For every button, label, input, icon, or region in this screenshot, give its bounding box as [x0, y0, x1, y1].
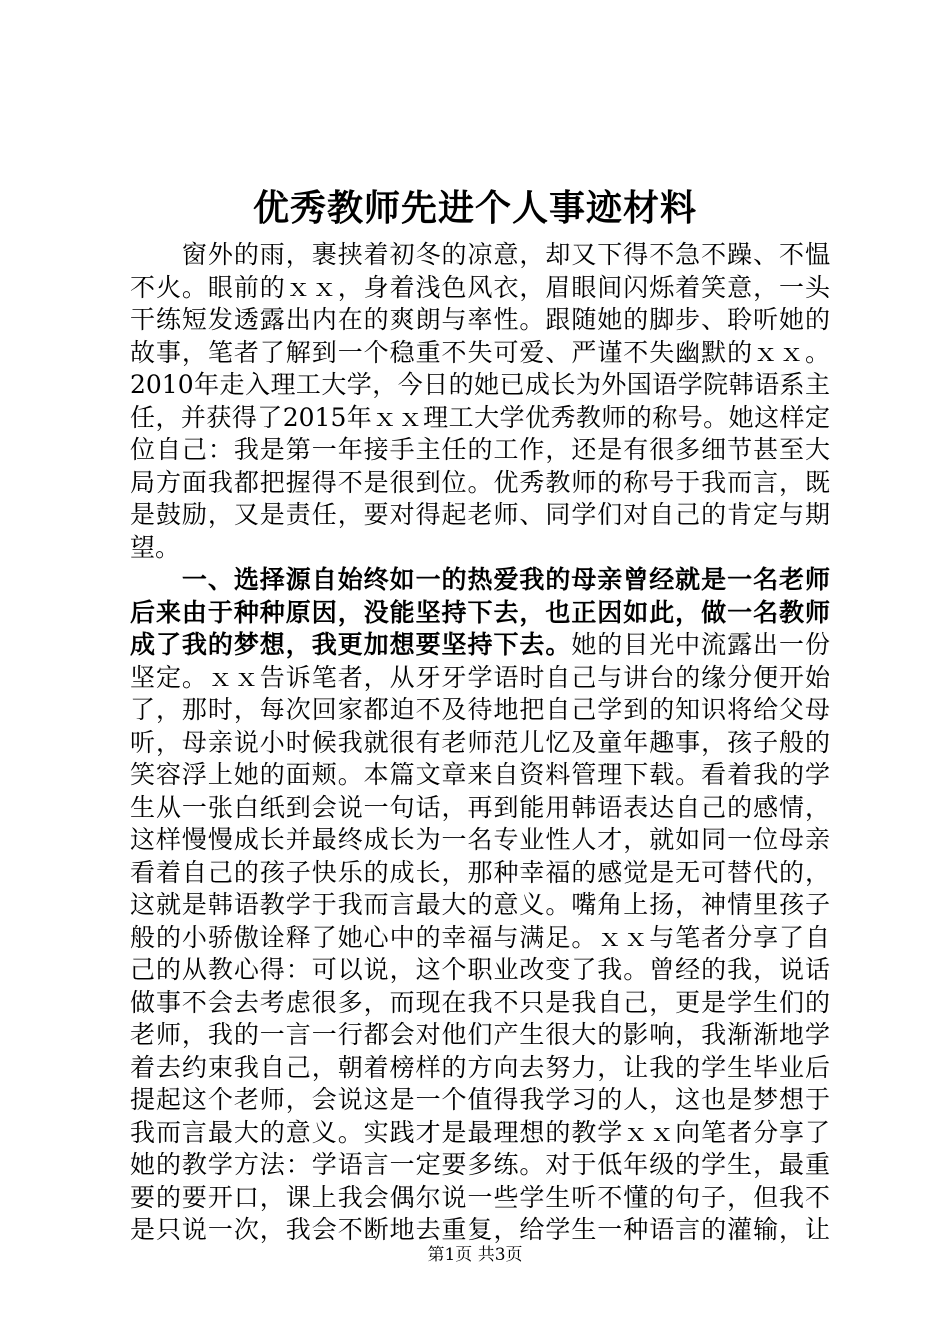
document-title: 优秀教师先进个人事迹材料 [252, 187, 697, 229]
body-text-span: 她的教学方法：学语言一定要多练。对于低年级的学生，最重 [130, 1150, 830, 1179]
body-text-span: 坚定。ｘｘ告诉笔者，从牙牙学语时自己与讲台的缘分便开始 [130, 662, 830, 692]
body-text-span: 2010年走入理工大学，今日的她已成长为外国语学院韩语系主 [130, 370, 830, 399]
body-text-span: 窗外的雨，裹挟着初冬的凉意，却又下得不急不躁、不愠 [130, 240, 830, 269]
bold-text: 一、选择源自始终如一的热爱我的母亲曾经就是一名老师 [130, 565, 830, 594]
body-text-span: 笑容浮上她的面颊。本篇文章来自资料管理下载。看着我的学 [130, 760, 830, 789]
text-line [130, 922, 830, 955]
text-line [130, 272, 830, 305]
body-text-span: 老师，我的一言一行都会对他们产生很大的影响，我渐渐地学 [130, 1020, 830, 1049]
document-body [130, 239, 830, 1247]
body-text-span: 是鼓励，又是责任，要对得起老师、同学们对自己的肯定与期 [130, 500, 830, 529]
body-text-span: 生从一张白纸到会说一句话，再到能用韩语表达自己的感情， [130, 792, 830, 822]
text-line [130, 304, 830, 337]
body-text-span: 不火。眼前的ｘｘ，身着浅色风衣，眉眼间闪烁着笑意，一头 [130, 272, 830, 302]
text-line [130, 694, 830, 727]
text-line [130, 1214, 830, 1247]
text-line [130, 629, 830, 662]
body-text-span: 要的要开口，课上我会偶尔说一些学生听不懂的句子，但我不 [130, 1182, 830, 1212]
text-line [130, 1052, 830, 1085]
text-line [130, 337, 830, 370]
text-line [130, 792, 830, 825]
text-line [130, 1084, 830, 1117]
text-line [130, 1149, 830, 1182]
text-line [130, 532, 830, 565]
body-text-span: 了，那时，每次回家都迫不及待地把自己学到的知识将给父母 [130, 695, 830, 724]
body-text-span: 着去约束我自己，朝着榜样的方向去努力，让我的学生毕业后 [130, 1052, 830, 1082]
text-line [130, 662, 830, 695]
body-text-span: 这就是韩语教学于我而言最大的意义。嘴角上扬，神情里孩子 [130, 890, 830, 919]
body-text-span: 故事，笔者了解到一个稳重不失可爱、严谨不失幽默的ｘｘ。 [130, 337, 830, 367]
body-text-span: 任，并获得了2015年ｘｘ理工大学优秀教师的称号。她这样定 [130, 402, 830, 432]
body-text-span: 这样慢慢成长并最终成长为一名专业性人才，就如同一位母亲 [130, 825, 830, 854]
body-text-span: 己的从教心得：可以说，这个职业改变了我。曾经的我，说话 [130, 955, 830, 984]
body-text-span: 提起这个老师，会说这是一个值得我学习的人，这也是梦想于 [130, 1085, 830, 1114]
text-line [130, 857, 830, 890]
body-text-span: 她的目光中流露出一份 [571, 630, 830, 659]
text-line [130, 954, 830, 987]
text-line [130, 987, 830, 1020]
text-line [130, 467, 830, 500]
body-text-span: 般的小骄傲诠释了她心中的幸福与满足。ｘｘ与笔者分享了自 [130, 922, 830, 952]
bold-text: 后来由于种种原因，没能坚持下去，也正因如此，做一名教师 [130, 597, 830, 627]
text-line [130, 824, 830, 857]
body-text-span: 我而言最大的意义。实践才是最理想的教学ｘｘ向笔者分享了 [130, 1117, 830, 1147]
text-line [130, 759, 830, 792]
text-line [130, 1019, 830, 1052]
body-text-span: 位自己：我是第一年接手主任的工作，还是有很多细节甚至大 [130, 435, 830, 464]
text-line [130, 1182, 830, 1215]
text-line [130, 369, 830, 402]
text-line [130, 727, 830, 760]
body-text-span: 是只说一次，我会不断地去重复，给学生一种语言的灌输，让 [130, 1215, 830, 1244]
body-text-span: 看着自己的孩子快乐的成长，那种幸福的感觉是无可替代的， [130, 857, 830, 887]
text-line [130, 597, 830, 630]
text-line [130, 239, 830, 272]
text-line [130, 499, 830, 532]
body-text-span: 干练短发透露出内在的爽朗与率性。跟随她的脚步、聆听她的 [130, 305, 830, 334]
body-text-span: 局方面我都把握得不是很到位。优秀教师的称号于我而言，既 [130, 467, 830, 497]
body-text-span: 做事不会去考虑很多，而现在我不只是我自己，更是学生们的 [130, 987, 830, 1017]
text-line [130, 434, 830, 467]
body-text-span: 望。 [130, 532, 181, 562]
text-line [130, 564, 830, 597]
text-line [130, 1117, 830, 1150]
body-text-span: 听，母亲说小时候我就很有老师范儿忆及童年趣事，孩子般的 [130, 727, 830, 757]
page-footer: 第1页 共3页 [427, 1245, 523, 1265]
bold-text: 成了我的梦想，我更加想要坚持下去。 [130, 630, 572, 659]
text-line [130, 402, 830, 435]
text-line [130, 889, 830, 922]
